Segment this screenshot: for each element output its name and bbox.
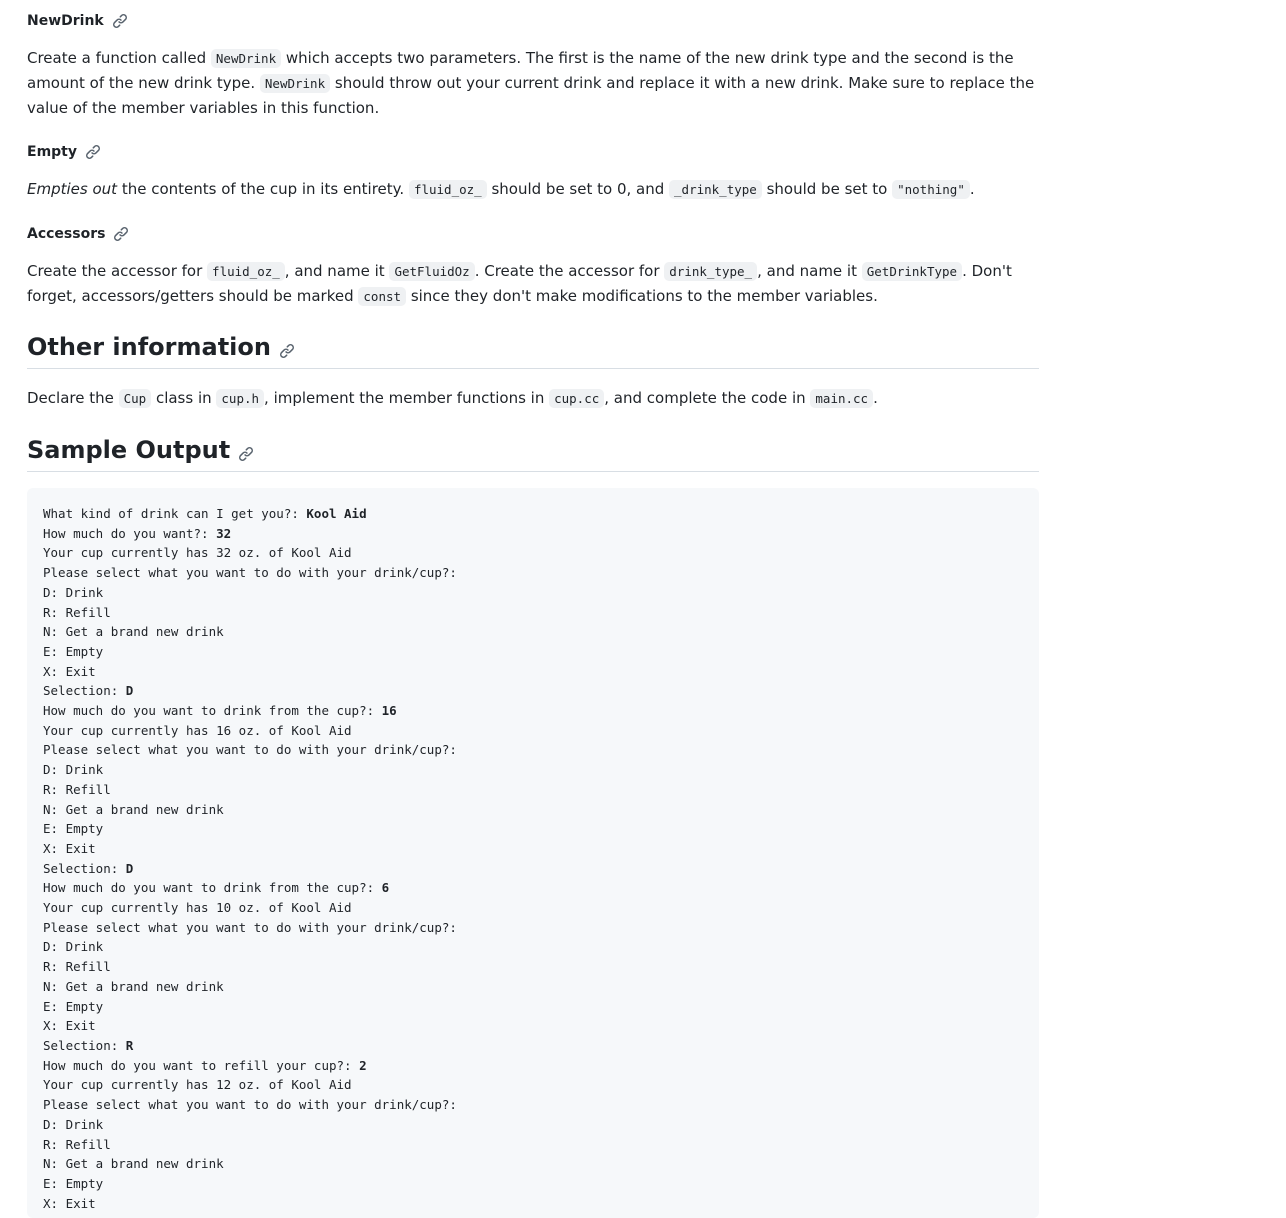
output-line bbox=[43, 937, 1023, 957]
output-line bbox=[43, 957, 1023, 977]
output-line bbox=[43, 504, 1023, 524]
output-line-text: Please select what you want to do with your drink/cup?: bbox=[43, 565, 457, 581]
code-const: const bbox=[358, 287, 406, 306]
output-line bbox=[43, 878, 1023, 898]
output-line-text: E: Empty bbox=[43, 1175, 104, 1191]
output-line-text: Your cup currently has 32 oz. of Kool Aid bbox=[43, 545, 352, 561]
heading-accessors-text: Accessors bbox=[27, 226, 106, 242]
output-line-text: D: Drink bbox=[43, 584, 104, 600]
output-line-text: N: Get a brand new drink bbox=[43, 801, 224, 817]
code-fluid-oz: fluid_oz_ bbox=[207, 262, 285, 281]
output-line bbox=[43, 760, 1023, 780]
code-drink-type: drink_type_ bbox=[664, 262, 757, 281]
output-line-text: X: Exit bbox=[43, 840, 96, 856]
accessors-paragraph: Create the accessor for fluid_oz_ , and name it GetFluidOz . Create the accessor for drink_type_ , and name it GetDrinkType . Don't forget, accessors/getters should be marked const since they don't make modifications to the member variables. bbox=[27, 262, 1012, 305]
output-line bbox=[43, 721, 1023, 741]
output-line-user-input: 32 bbox=[216, 525, 232, 541]
code-drink-type: _drink_type bbox=[669, 180, 762, 199]
code-cup-cc: cup.cc bbox=[549, 389, 604, 408]
output-line bbox=[43, 701, 1023, 721]
other-information-paragraph: Declare the Cup class in cup.h , implement the member functions in cup.cc , and complete the code in main.cc . bbox=[27, 389, 878, 407]
sample-output-block bbox=[27, 488, 1039, 1218]
output-line bbox=[43, 563, 1023, 583]
output-line bbox=[43, 1016, 1023, 1036]
output-line bbox=[43, 997, 1023, 1017]
output-line-user-input: Kool Aid bbox=[306, 506, 367, 521]
output-line-text: E: Empty bbox=[43, 998, 104, 1014]
heading-accessors bbox=[27, 224, 129, 244]
output-line-text: Selection: bbox=[43, 1037, 126, 1053]
output-line bbox=[43, 642, 1023, 662]
output-line bbox=[43, 918, 1023, 938]
output-line bbox=[43, 839, 1023, 859]
output-line-text: How much do you want to drink from the cup?: bbox=[43, 880, 382, 896]
output-line bbox=[43, 622, 1023, 642]
output-line-text: How much do you want?: bbox=[43, 525, 217, 541]
link-icon[interactable] bbox=[112, 13, 128, 29]
output-line-user-input: 6 bbox=[381, 880, 390, 896]
output-line-text: What kind of drink can I get you?: bbox=[43, 506, 307, 521]
output-line bbox=[43, 681, 1023, 701]
code-cup-h: cup.h bbox=[216, 389, 264, 408]
output-line-text: Please select what you want to do with your drink/cup?: bbox=[43, 919, 457, 935]
output-line-text: How much do you want to refill your cup?: bbox=[43, 1057, 360, 1073]
output-line-text: X: Exit bbox=[43, 663, 96, 679]
output-line bbox=[43, 1174, 1023, 1194]
output-line bbox=[43, 1154, 1023, 1174]
output-line-text: E: Empty bbox=[43, 821, 104, 837]
heading-other-information bbox=[27, 332, 1039, 369]
output-line bbox=[43, 819, 1023, 839]
link-icon[interactable] bbox=[279, 343, 295, 359]
output-line bbox=[43, 543, 1023, 563]
output-line bbox=[43, 800, 1023, 820]
output-line-user-input: 16 bbox=[381, 703, 397, 719]
code-newdrink: NewDrink bbox=[211, 49, 281, 68]
output-line bbox=[43, 977, 1023, 997]
code-fluid-oz: fluid_oz_ bbox=[409, 180, 487, 199]
code-newdrink: NewDrink bbox=[260, 74, 330, 93]
output-line-user-input: D bbox=[125, 860, 134, 876]
link-icon[interactable] bbox=[113, 226, 129, 242]
output-line bbox=[43, 1095, 1023, 1115]
output-line-text: E: Empty bbox=[43, 643, 104, 659]
output-line-text: D: Drink bbox=[43, 762, 104, 778]
output-line bbox=[43, 780, 1023, 800]
output-line-text: R: Refill bbox=[43, 604, 111, 620]
output-line-text: R: Refill bbox=[43, 1136, 111, 1152]
empty-paragraph: Empties out the contents of the cup in its entirety. fluid_oz_ should be set to 0, and _drink_type should be set to "nothing" . bbox=[27, 180, 975, 198]
output-line-text: D: Drink bbox=[43, 1116, 104, 1132]
output-line-text: N: Get a brand new drink bbox=[43, 624, 224, 640]
output-line bbox=[43, 603, 1023, 623]
output-line bbox=[43, 1075, 1023, 1095]
newdrink-paragraph: Create a function called NewDrink which accepts two parameters. The first is the name of the new drink type and the second is the amount of the new drink type. NewDrink should throw out your current drink and replace it with a new drink. Make sure to replace the value of the member variables in this function. bbox=[27, 49, 1035, 117]
output-line bbox=[43, 662, 1023, 682]
sample-output-lines bbox=[43, 504, 1023, 1213]
heading-sample-output-text: Sample Output bbox=[27, 436, 231, 464]
output-line-text: R: Refill bbox=[43, 959, 111, 975]
output-line bbox=[43, 583, 1023, 603]
output-line-user-input: R bbox=[125, 1037, 134, 1053]
heading-empty bbox=[27, 142, 101, 162]
output-line-text: How much do you want to drink from the cup?: bbox=[43, 703, 382, 719]
heading-other-information-text: Other information bbox=[27, 333, 271, 361]
output-line bbox=[43, 1115, 1023, 1135]
output-line bbox=[43, 740, 1023, 760]
output-line bbox=[43, 1036, 1023, 1056]
heading-sample-output bbox=[27, 435, 1039, 472]
output-line-text: Please select what you want to do with your drink/cup?: bbox=[43, 742, 457, 758]
output-line-user-input: 2 bbox=[359, 1057, 367, 1073]
link-icon[interactable] bbox=[85, 144, 101, 160]
output-line-text: Your cup currently has 12 oz. of Kool Aid bbox=[43, 1077, 352, 1093]
output-line bbox=[43, 1056, 1023, 1076]
output-line-text: Selection: bbox=[43, 683, 126, 699]
output-line bbox=[43, 524, 1023, 544]
output-line-text: X: Exit bbox=[43, 1018, 96, 1034]
output-line-text: Please select what you want to do with your drink/cup?: bbox=[43, 1097, 457, 1113]
output-line bbox=[43, 1135, 1023, 1155]
output-line bbox=[43, 859, 1023, 879]
output-line-text: Selection: bbox=[43, 860, 126, 876]
heading-newdrink bbox=[27, 11, 128, 31]
code-getfluidoz: GetFluidOz bbox=[389, 262, 474, 281]
heading-newdrink-text: NewDrink bbox=[27, 13, 104, 29]
output-line-text: X: Exit bbox=[43, 1195, 96, 1211]
output-line-user-input: D bbox=[125, 683, 134, 699]
code-main-cc: main.cc bbox=[810, 389, 873, 408]
output-line-text: Your cup currently has 16 oz. of Kool Aid bbox=[43, 722, 352, 738]
output-line-text: N: Get a brand new drink bbox=[43, 1156, 224, 1172]
code-cup: Cup bbox=[119, 389, 152, 408]
code-nothing: "nothing" bbox=[892, 180, 970, 199]
output-line-text: N: Get a brand new drink bbox=[43, 978, 224, 994]
heading-empty-text: Empty bbox=[27, 144, 77, 160]
output-line bbox=[43, 898, 1023, 918]
link-icon[interactable] bbox=[238, 446, 254, 462]
output-line-text: D: Drink bbox=[43, 939, 104, 955]
output-line-text: Your cup currently has 10 oz. of Kool Aid bbox=[43, 900, 352, 916]
output-line bbox=[43, 1194, 1023, 1214]
code-getdrinktype: GetDrinkType bbox=[862, 262, 962, 281]
output-line-text: R: Refill bbox=[43, 781, 111, 797]
